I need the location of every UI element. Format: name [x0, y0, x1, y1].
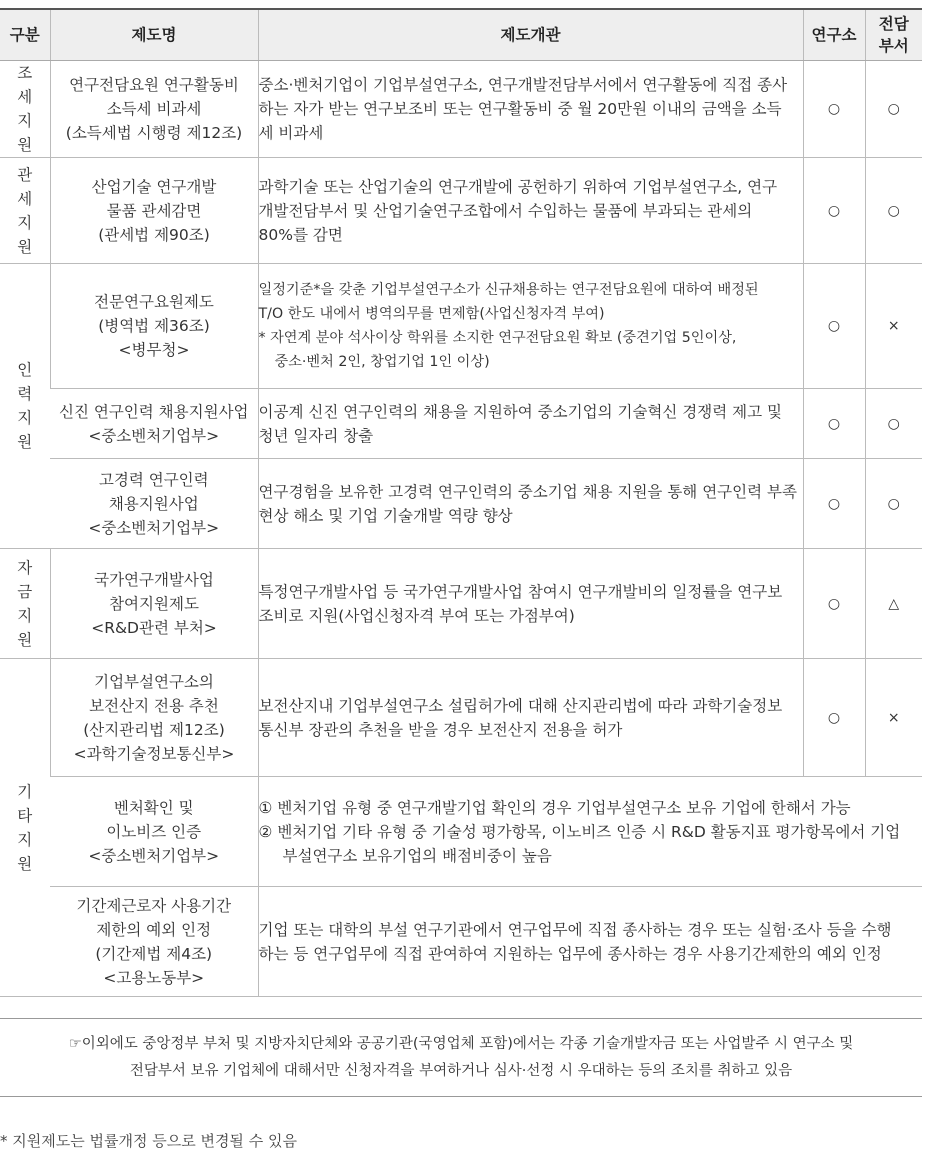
- lab-mark: ○: [803, 389, 865, 459]
- dept-mark: ×: [865, 264, 922, 389]
- overview-line: 중소·벤처 2인, 창업기업 1인 이상): [274, 354, 490, 370]
- program-overview: [258, 549, 803, 659]
- overview-line: 부설연구소 보유기업의 배점비중이 높음: [282, 846, 552, 865]
- dept-mark: ×: [865, 659, 922, 777]
- footnote: * 지원제도는 법률개정 등으로 변경될 수 있음: [0, 1132, 297, 1150]
- header-category: 구분: [0, 9, 50, 61]
- table-row: [0, 459, 922, 549]
- overview-line: 기업 또는 대학의 부설 연구기관에서 연구업무에 직접 종사하는 경우 또는 실험·조사 등을 수행: [258, 920, 892, 939]
- table-row: [0, 158, 922, 264]
- lab-mark: ○: [803, 549, 865, 659]
- lab-mark: ○: [803, 158, 865, 264]
- header-name: 제도명: [50, 9, 258, 61]
- lab-mark: ○: [803, 264, 865, 389]
- program-name: 국가연구개발사업 참여지원제도 <R&D관련 부처>: [50, 549, 258, 659]
- support-table: [0, 8, 922, 997]
- dept-mark: ○: [865, 389, 922, 459]
- category-cell: [0, 549, 50, 659]
- overview-line: 세 비과세: [258, 124, 324, 142]
- program-overview: [258, 887, 922, 997]
- category-cell: [0, 264, 50, 549]
- table-row: [0, 264, 922, 389]
- overview-line: 개발전담부서 및 산업기술연구조합에서 수입하는 물품에 부과되는 관세의: [258, 201, 753, 220]
- overview-line: 보전산지내 기업부설연구소 설립허가에 대해 산지관리법에 따라 과학기술정보: [258, 696, 783, 715]
- dept-mark: ○: [865, 61, 922, 158]
- overview-line: ② 벤처기업 기타 유형 중 기술성 평가항목, 이노비즈 인증 시 R&D 활동지표 평가항목에서 기업: [258, 822, 901, 841]
- overview-line: ① 벤처기업 유형 중 연구개발기업 확인의 경우 기업부설연구소 보유 기업에 한해서 가능: [258, 798, 851, 817]
- program-overview: [258, 158, 803, 264]
- program-overview: [258, 264, 803, 389]
- overview-line: 일정기준*을 갖춘 기업부설연구소가 신규채용하는 연구전담요원에 대하여 배정된: [258, 282, 759, 298]
- note-line: 전담부서 보유 기업체에 대해서만 신청자격을 부여하거나 심사·선정 시 우대하는 등의 조치를 취하고 있음: [129, 1063, 793, 1079]
- dept-mark: ○: [865, 459, 922, 549]
- overview-line: 통신부 장관의 추천을 받을 경우 보전산지 전용을 허가: [258, 720, 623, 739]
- table-row: [0, 777, 922, 887]
- overview-line: 현상 해소 및 기업 기술개발 역량 향상: [258, 506, 513, 525]
- program-name: 연구전담요원 연구활동비 소득세 비과세 (소득세법 시행령 제12조): [50, 61, 258, 158]
- header-dept: 전담 부서: [865, 9, 922, 61]
- overview-line: 연구경험을 보유한 고경력 연구인력의 중소기업 채용 지원을 통해 연구인력 부족: [258, 482, 797, 501]
- program-overview: [258, 389, 803, 459]
- lab-mark: ○: [803, 61, 865, 158]
- category-label: 조세지원: [17, 64, 33, 154]
- program-name: 기간제근로자 사용기간 제한의 예외 인정 (기간제법 제4조) <고용노동부>: [50, 887, 258, 997]
- category-cell: [0, 158, 50, 264]
- dept-mark: ○: [865, 158, 922, 264]
- program-overview: [258, 459, 803, 549]
- dept-mark: △: [865, 549, 922, 659]
- program-overview: [258, 659, 803, 777]
- overview-line: 과학기술 또는 산업기술의 연구개발에 공헌하기 위하여 기업부설연구소, 연구: [258, 177, 778, 196]
- program-name: 기업부설연구소의 보전산지 전용 추천 (산지관리법 제12조) <과학기술정보통신부>: [50, 659, 258, 777]
- overview-line: 특정연구개발사업 등 국가연구개발사업 참여시 연구개발비의 일정률을 연구보: [258, 582, 783, 601]
- overview-line: 이공계 신진 연구인력의 채용을 지원하여 중소기업의 기술혁신 경쟁력 제고 및: [258, 402, 782, 421]
- overview-line: 청년 일자리 창출: [258, 426, 374, 445]
- header-overview: 제도개관: [258, 9, 803, 61]
- note-box: [0, 1018, 922, 1097]
- table-row: [0, 659, 922, 777]
- overview-line: T/O 한도 내에서 병역의무를 면제함(사업신청자격 부여): [258, 306, 605, 322]
- overview-line: 하는 등 연구업무에 직접 관여하여 지원하는 업무에 종사하는 경우 사용기간제한의 예외 인정: [258, 944, 882, 963]
- program-overview: [258, 777, 922, 887]
- table-row: [0, 61, 922, 158]
- program-name: 벤처확인 및 이노비즈 인증 <중소벤처기업부>: [50, 777, 258, 887]
- program-name: 산업기술 연구개발 물품 관세감면 (관세법 제90조): [50, 158, 258, 264]
- category-label: 기타지원: [17, 782, 33, 873]
- category-label: 자금지원: [17, 558, 33, 649]
- table-header-row: [0, 9, 922, 61]
- overview-line: 하는 자가 받는 연구보조비 또는 연구활동비 중 월 20만원 이내의 금액을 소득: [258, 100, 782, 118]
- header-lab: 연구소: [803, 9, 865, 61]
- program-overview: [258, 61, 803, 158]
- category-label: 인력지원: [17, 361, 33, 451]
- overview-line: 조비로 지원(사업신청자격 부여 또는 가점부여): [258, 606, 575, 625]
- program-name: 전문연구요원제도 (병역법 제36조) <병무청>: [50, 264, 258, 389]
- lab-mark: ○: [803, 659, 865, 777]
- overview-line: 중소·벤처기업이 기업부설연구소, 연구개발전담부서에서 연구활동에 직접 종사: [258, 76, 788, 94]
- lab-mark: ○: [803, 459, 865, 549]
- overview-line: * 자연계 분야 석사이상 학위를 소지한 연구전담요원 확보 (중견기업 5인이상,: [258, 330, 737, 346]
- program-name: 신진 연구인력 채용지원사업 <중소벤처기업부>: [50, 389, 258, 459]
- category-cell: [0, 61, 50, 158]
- program-name: 고경력 연구인력 채용지원사업 <중소벤처기업부>: [50, 459, 258, 549]
- table-row: [0, 389, 922, 459]
- category-label: 관세지원: [17, 165, 33, 256]
- category-cell: [0, 659, 50, 997]
- table-row: [0, 887, 922, 997]
- table-row: [0, 549, 922, 659]
- overview-line: 80%를 감면: [258, 225, 343, 244]
- note-line: ☞이외에도 중앙정부 부처 및 지방자치단체와 공공기관(국영업체 포함)에서는 각종 기술개발자금 또는 사업발주 시 연구소 및: [68, 1036, 854, 1052]
